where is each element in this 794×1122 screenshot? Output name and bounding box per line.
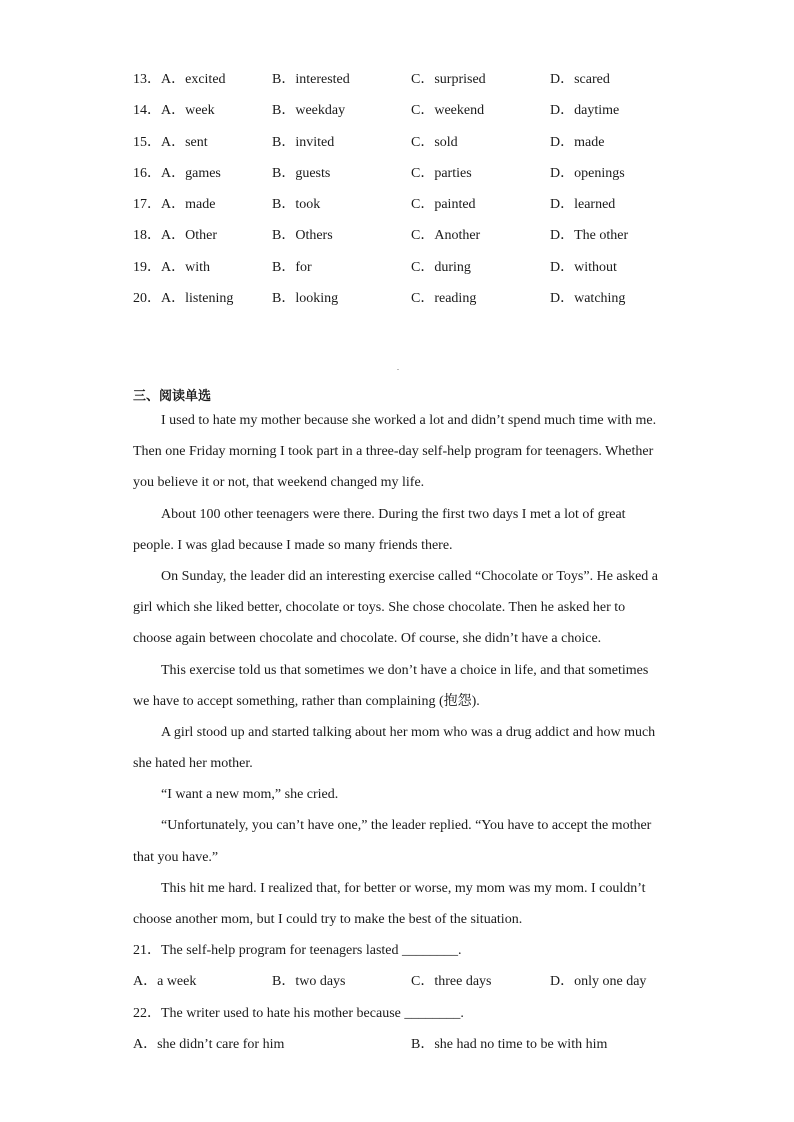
passage-line: girl which she liked better, chocolate or toys. She chose chocolate. Then he asked her to — [133, 600, 626, 616]
option-a-text: A．sent — [161, 134, 208, 150]
option-c: C．parties — [411, 165, 472, 181]
option-c: C．during — [411, 259, 471, 275]
option-a — [133, 131, 208, 151]
option-b: B．guests — [272, 165, 331, 181]
option-d: D．learned — [550, 197, 616, 213]
option-a — [133, 256, 210, 276]
option-a-text: A．with — [161, 259, 210, 275]
option-a-text: A．listening — [161, 291, 234, 307]
option-d: D．without — [550, 259, 617, 275]
passage-line: This hit me hard. I realized that, for better or worse, my mom was my mom. I couldn’t — [161, 880, 646, 896]
passage-line: people. I was glad because I made so many friends there. — [133, 537, 453, 553]
passage-line: “Unfortunately, you can’t have one,” the leader replied. “You have to accept the mother — [161, 818, 652, 834]
option-c: C．Another — [411, 228, 481, 244]
q21-option-b: B．two days — [272, 974, 346, 990]
question-number: 19． — [133, 259, 161, 275]
question-22-stem: 22．The writer used to hate his mother because ________. — [133, 1005, 464, 1021]
q21-option-d: D．only one day — [550, 974, 647, 990]
option-d: D．watching — [550, 291, 626, 307]
question-number: 15． — [133, 134, 161, 150]
reading-passage — [133, 405, 663, 1060]
passage-line: I used to hate my mother because she worked a lot and didn’t spend much time with me. — [161, 413, 657, 428]
option-d: D．The other — [550, 228, 629, 244]
option-a — [133, 224, 217, 244]
option-a — [133, 287, 233, 307]
option-c: C．painted — [411, 197, 476, 213]
section-title: 三、阅读单选 — [133, 389, 212, 404]
passage-line: A girl stood up and started talking about her mom who was a drug addict and how much — [161, 724, 656, 740]
question-number: 13． — [133, 72, 161, 87]
q21-option-c: C．three days — [411, 974, 492, 990]
option-b: B．for — [272, 259, 312, 275]
option-c: C．reading — [411, 291, 477, 307]
option-a — [133, 162, 221, 182]
passage-line: choose another mom, but I could try to make the best of the situation. — [133, 912, 523, 927]
option-c: C．sold — [411, 134, 458, 150]
option-a — [133, 68, 226, 88]
q21-option-a: A．a week — [133, 974, 197, 990]
option-c: C．weekend — [411, 103, 485, 119]
option-b: B．weekday — [272, 103, 346, 119]
option-a-text: A．week — [161, 103, 215, 119]
passage-line: that you have.” — [133, 849, 219, 865]
option-d: D．scared — [550, 72, 610, 87]
question-number: 18． — [133, 228, 161, 244]
option-a-text: A．excited — [161, 72, 226, 87]
option-b: B．interested — [272, 72, 350, 87]
question-number: 16． — [133, 165, 161, 181]
option-d: D．made — [550, 134, 605, 150]
option-a — [133, 193, 215, 213]
passage-line: “I want a new mom,” she cried. — [161, 787, 339, 803]
passage-line: Then one Friday morning I took part in a three-day self-help program for teenagers. Whether — [133, 444, 654, 460]
question-21-stem: 21．The self-help program for teenagers lasted ________. — [133, 943, 462, 959]
option-d: D．openings — [550, 165, 625, 181]
scan-speck — [397, 369, 399, 370]
option-d: D．daytime — [550, 103, 620, 119]
passage-line: she hated her mother. — [133, 756, 253, 772]
question-number: 17． — [133, 197, 161, 213]
option-b: B．Others — [272, 228, 333, 244]
question-number: 14． — [133, 103, 161, 119]
passage-line: we have to accept something, rather than complaining (抱怨). — [133, 693, 480, 709]
option-b: B．looking — [272, 291, 339, 307]
passage-line: choose again between chocolate and chocolate. Of course, she didn’t have a choice. — [133, 631, 602, 647]
option-a-text: A．made — [161, 197, 216, 213]
option-a — [133, 99, 215, 119]
question-22-options — [133, 1029, 663, 1060]
option-b: B．invited — [272, 134, 335, 150]
question-21-options — [133, 966, 663, 997]
option-b: B．took — [272, 197, 321, 213]
passage-line: This exercise told us that sometimes we don’t have a choice in life, and that sometimes — [161, 662, 649, 678]
option-c: C．surprised — [411, 72, 486, 87]
option-a-text: A．Other — [161, 228, 217, 244]
passage-line: On Sunday, the leader did an interesting exercise called “Chocolate or Toys”. He asked a — [161, 568, 659, 584]
passage-line: About 100 other teenagers were there. During the first two days I met a lot of great — [161, 506, 626, 522]
passage-line: you believe it or not, that weekend changed my life. — [133, 475, 425, 491]
q22-option-a: A．she didn’t care for him — [133, 1036, 285, 1052]
option-a-text: A．games — [161, 165, 221, 181]
q22-option-b: B．she had no time to be with him — [411, 1036, 608, 1052]
question-number: 20． — [133, 291, 161, 307]
